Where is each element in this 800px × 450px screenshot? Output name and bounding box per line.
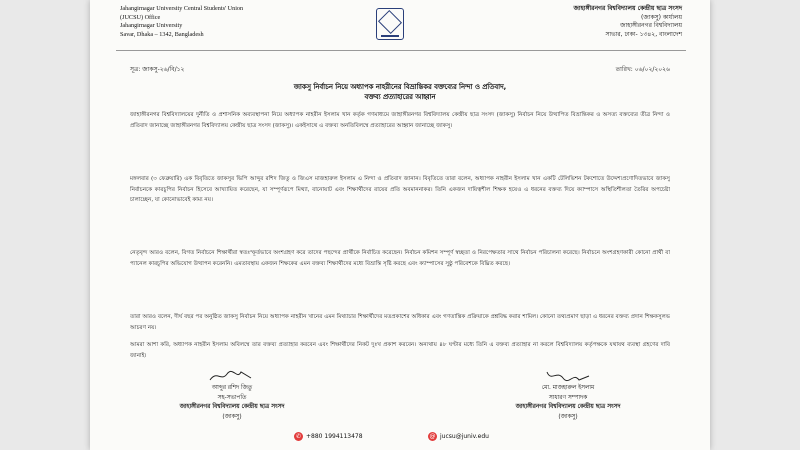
issue-date: তারিখ: ০৬/০২/২০২৬ <box>615 66 670 73</box>
signatory-org: জাহাঙ্গীরনগর বিশ্ববিদ্যালয় কেন্দ্রীয় ছাত্র সংসদ <box>179 404 285 411</box>
signatory-post: সহ-সভাপতি <box>217 394 247 401</box>
body-paragraph-5: আমরা আশা করি, অধ্যাপক নাহরীন ইসলাম অবিলম্বে তার বক্তব্য প্রত্যাহার করবেন এবং শিক্ষার্থীদের নিকট দুঃখ প্রকাশ করবেন। অন্যথায় ৪৮ ঘণ্টার মধ্যে তিনি এ বক্তব্য প্রত্যাহার না করলে বিশ্ববিদ্যালয় কর্তৃপক্ষকে যথাযথ ব্যবস্থা গ্রহণের দাবি জানাই। <box>130 342 670 359</box>
letterhead-left <box>120 5 243 39</box>
footer-email: jucsu@juniv.edu <box>440 433 489 440</box>
letterhead-left-line: Jahangirnagar University Central Students' Union <box>120 5 244 12</box>
signature-right <box>468 368 668 384</box>
signatory-org: জাহাঙ্গীরনগর বিশ্ববিদ্যালয় কেন্দ্রীয় ছাত্র সংসদ <box>515 404 621 411</box>
body-paragraph-1: জাহাঙ্গীরনগর বিশ্ববিদ্যালয়ের দুর্নীতি ও প্রশাসনিক অব্যবস্থাপনা নিয়ে অধ্যাপক নাহরীন ইসলাম খান কর্তৃক গণমাধ্যমে জাহাঙ্গীরনগর বিশ্ববিদ্যালয় কেন্দ্রীয় ছাত্র সংসদ (জাকসু) নির্বাচন নিয়ে উত্থাপিত বিভ্রান্তিকর ও অসত্য বক্তব্যের তীব্র নিন্দা ও প্রতিবাদ জানাচ্ছে জাহাঙ্গীরনগর বিশ্ববিদ্যালয় কেন্দ্রীয় ছাত্র সংসদ (জাকসু)। একইসাথে এ বক্তব্য অনতিবিলম্বে প্রত্যাহারের আহ্বান জানাচ্ছে জাকসু। <box>130 112 670 129</box>
jucsu-logo <box>376 8 404 40</box>
footer-contact <box>90 430 710 444</box>
title-line-1: জাকসু নির্বাচন নিয়ে অধ্যাপক নাহরীনের বিভ্রান্তিকর বক্তব্যের নিন্দা ও প্রতিবাদ, <box>293 83 507 91</box>
signatory-right <box>468 368 668 422</box>
signatory-org-abbr: (জাকসু) <box>222 413 242 420</box>
letterhead-right <box>573 5 682 39</box>
body-paragraph-2: মঙ্গলবার (৩ ফেব্রুয়ারি) এক বিবৃতিতে জাকসুর ভিপি আব্দুর রশিদ জিতু ও জিএস মাজহারুল ইসলাম এ নিন্দা ও প্রতিবাদ জানান। বিবৃতিতে তারা বলেন, অধ্যাপক নাহরীন ইসলাম খান একটি টেলিভিশন টকশোতে উদ্দেশ্যপ্রণোদিতভাবে জাকসু নির্বাচনকে কারচুপির নির্বাচন হিসেবে আখ্যায়িত করেছেন, যা সম্পূর্ণরূপে মিথ্যা, বানোয়াট এবং শিক্ষার্থীদের রায়ের প্রতি অবমাননাকর। তিনি একজন দায়িত্বশীল শিক্ষক হয়েও এ ধরনের বক্তব্য দিয়ে ক্যাম্পাসে অস্থিতিশীলতা তৈরির অপচেষ্টা চালাচ্ছেন, যা কোনোভাবেই কাম্য নয়। <box>130 176 670 204</box>
press-release-page <box>90 0 710 450</box>
letterhead-right-line: (জাকসু) কার্যালয় <box>641 13 682 21</box>
signatory-post: সাধারণ সম্পাদক <box>548 394 588 401</box>
footer-phone: +880 1994113478 <box>306 433 363 440</box>
logo-base-line <box>381 35 399 37</box>
letterhead-right-line: জাহাঙ্গীরনগর বিশ্ববিদ্যালয় কেন্দ্রীয় ছাত্র সংসদ <box>573 5 682 12</box>
signatory-org-abbr: (জাকসু) <box>558 413 578 420</box>
letterhead-right-line: সাভার, ঢাকা- ১৩৪২, বাংলাদেশ <box>605 30 682 38</box>
letterhead-left-line: (JUCSU) Office <box>120 13 161 21</box>
letterhead-left-line: Jahangirnagar University <box>120 22 183 30</box>
letterhead <box>90 0 710 52</box>
logo-emblem-shape <box>378 9 402 33</box>
signatory-left <box>132 368 332 422</box>
header-divider <box>116 50 686 51</box>
press-release-title <box>130 82 670 102</box>
body-paragraph-4: তারা আরও বলেন, দীর্ঘ বছর পর অনুষ্ঠিত জাকসু নির্বাচন নিয়ে অধ্যাপক নাহরীন খানের এমন মিথ্যাচার শিক্ষার্থীদের মতপ্রকাশের অধিকার এবং গণতান্ত্রিক প্রক্রিয়াকে প্রশ্নবিদ্ধ করার শামিল। কোনো তথ্যপ্রমাণ ছাড়া এ ধরনের বক্তব্য প্রদান শিক্ষকসুলভ আচরণ নয়। <box>130 314 670 331</box>
title-line-2: বক্তব্য প্রত্যাহারের আহ্বান <box>364 93 436 101</box>
phone-icon: ✆ <box>295 433 302 440</box>
body-paragraph-3: নেতৃবৃন্দ আরও বলেন, বিগত নির্বাচনে শিক্ষার্থীরা স্বতঃস্ফূর্তভাবে অংশগ্রহণ করে তাদের পছন্দের প্রার্থীকে নির্বাচিত করেছেন। নির্বাচন কমিশন সম্পূর্ণ স্বচ্ছতা ও নিরপেক্ষতার সাথে নির্বাচন পরিচালনা করেছে। নির্বাচনে অংশগ্রহণকারী কোনো প্রার্থী বা প্যানেল কারচুপির অভিযোগ উত্থাপন করেননি। এমতাবস্থায় একজন শিক্ষকের এমন বক্তব্য শিক্ষার্থীদের মধ্যে বিভ্রান্তি সৃষ্টি করছে এবং ক্যাম্পাসের সুষ্ঠু পরিবেশকে বিঘ্নিত করছে। <box>130 250 670 267</box>
signatory-name: আব্দুর রশিদ জিতু <box>211 385 253 391</box>
reference-number: সূত্র: জাকসু-২৬/বি/১২ <box>130 66 185 73</box>
signatory-name: মো. মাজহারুল ইসলাম <box>541 385 595 391</box>
letterhead-right-line: জাহাঙ্গীরনগর বিশ্ববিদ্যালয় <box>620 22 682 30</box>
email-icon: @ <box>429 433 436 440</box>
letterhead-left-line: Savar, Dhaka – 1342, Bangladesh <box>120 30 204 38</box>
signature-left <box>132 368 332 384</box>
